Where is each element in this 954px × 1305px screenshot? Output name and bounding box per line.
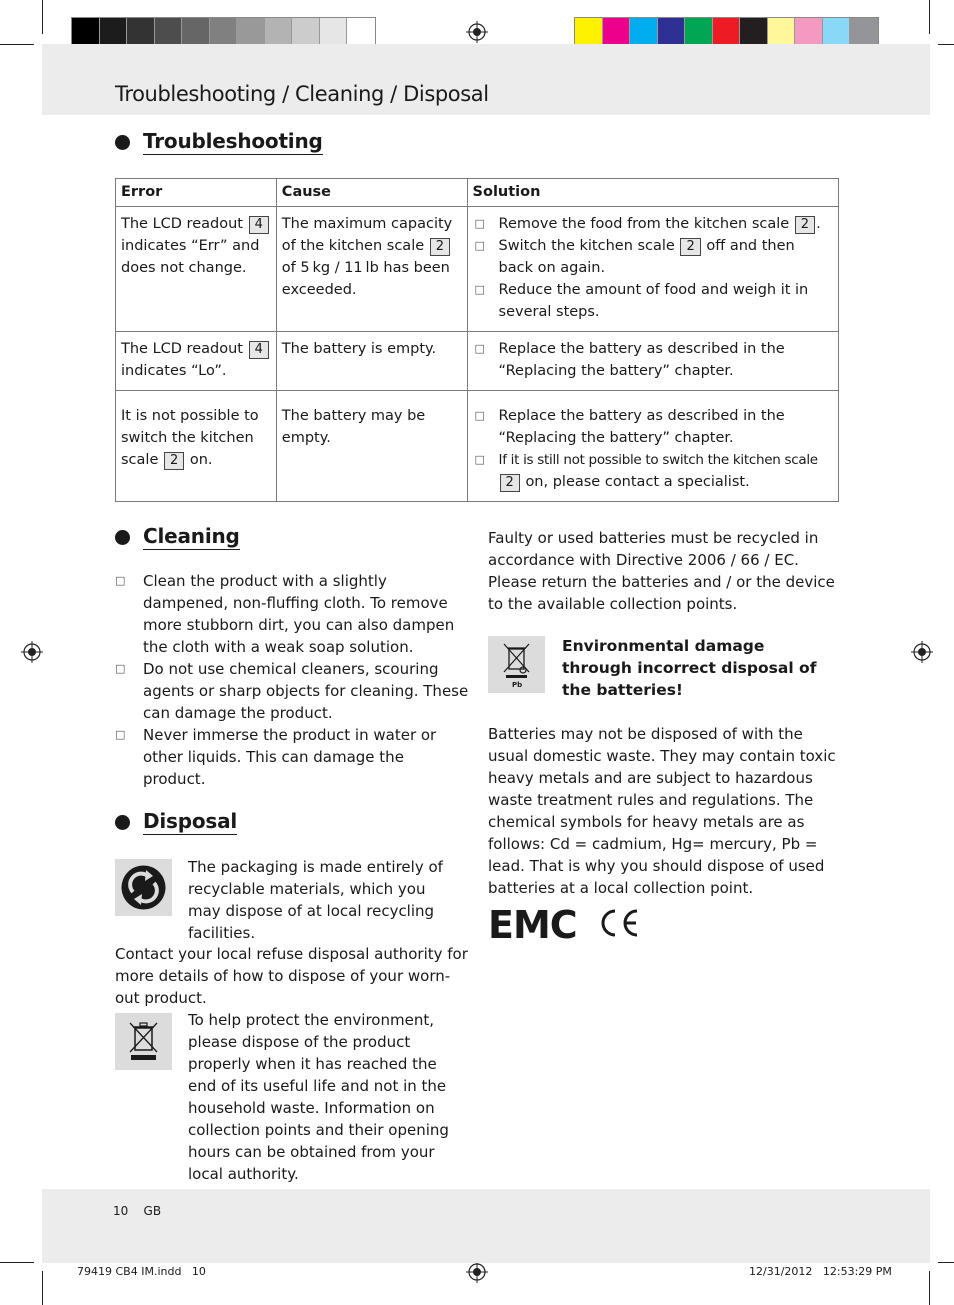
color-swatch	[182, 18, 210, 45]
color-swatch	[292, 18, 320, 45]
registration-mark-icon	[21, 641, 43, 663]
cleaning-heading	[115, 524, 240, 550]
solution-cell	[467, 207, 838, 332]
crop-mark	[42, 1271, 43, 1305]
error-text: indicates “Lo”.	[121, 363, 227, 379]
part-reference: 2	[680, 238, 700, 256]
troubleshooting-heading-text: Troubleshooting	[143, 129, 323, 153]
color-swatch	[713, 18, 741, 45]
battery-intro-text: Faulty or used batteries must be recycled in accordance with Directive 2006 / 66 / EC. Please return the batteries and / or the device to the available collection points.	[488, 529, 835, 613]
part-reference: 2	[164, 452, 184, 470]
column-header-error: Error	[116, 179, 277, 207]
crop-mark	[42, 0, 43, 34]
checkbox-bullet-icon: □	[115, 728, 126, 741]
checkbox-bullet-icon: □	[474, 217, 485, 230]
column-header-solution: Solution	[467, 179, 838, 207]
part-reference: 4	[249, 216, 269, 234]
solution-text: Replace the battery as described in the “Replacing the battery” chapter.	[498, 341, 785, 379]
solution-item	[473, 235, 833, 279]
crop-mark	[938, 1262, 954, 1263]
cause-cell: The battery is empty.	[276, 332, 467, 391]
color-swatch	[795, 18, 823, 45]
crossed-out-bin-icon	[115, 1013, 172, 1070]
error-text: It is not possible to switch the kitchen scale	[121, 408, 259, 468]
list-item-text: Clean the product with a slightly dampened, non-fluffing cloth. To remove more stubborn dirt, you can also dampen the cloth with a weak soap solution.	[143, 572, 455, 656]
list-item	[115, 658, 471, 724]
color-swatch	[100, 18, 128, 45]
emc-mark: EMC	[488, 903, 577, 947]
crop-mark	[0, 1262, 34, 1263]
list-item-text: Never immerse the product in water or other liquids. This can damage the product.	[143, 726, 437, 788]
cause-text: The maximum capacity of the kitchen scale	[281, 216, 453, 254]
cleaning-list	[115, 570, 471, 790]
error-cell	[116, 391, 277, 502]
pb-label: Pb	[512, 681, 523, 689]
solution-text: If it is still not possible to switch the kitchen scale	[498, 452, 818, 468]
color-swatch	[237, 18, 265, 45]
checkbox-bullet-icon: □	[115, 662, 126, 675]
solution-text: Reduce the amount of food and weigh it in several steps.	[498, 282, 809, 320]
table-row	[116, 332, 839, 391]
packaging-text: The packaging is made entirely of recyclable materials, which you may dispose of at local recycling facilities.	[188, 858, 443, 942]
error-cell	[116, 207, 277, 332]
solution-item	[473, 338, 833, 382]
color-swatch	[320, 18, 348, 45]
solution-cell	[467, 391, 838, 502]
color-swatch	[630, 18, 658, 45]
error-cell	[116, 332, 277, 391]
part-reference: 2	[430, 238, 450, 256]
page-title: Troubleshooting / Cleaning / Disposal	[115, 82, 489, 106]
bullet-dot-icon	[115, 135, 130, 150]
crop-mark	[0, 44, 34, 45]
checkbox-bullet-icon: □	[115, 574, 126, 587]
solution-text: on, please contact a specialist.	[525, 474, 750, 490]
error-text: The LCD readout	[121, 341, 243, 357]
part-reference: 2	[500, 474, 520, 492]
color-swatch	[658, 18, 686, 45]
registration-mark-icon	[466, 1261, 488, 1283]
table-header-row	[116, 179, 839, 207]
slug-filename: 79419 CB4 IM.indd 10	[77, 1265, 206, 1278]
solution-text: Switch the kitchen scale	[498, 238, 675, 254]
color-swatch	[740, 18, 768, 45]
checkbox-bullet-icon: □	[474, 453, 485, 466]
part-reference: 2	[795, 216, 815, 234]
page-number	[113, 1204, 161, 1218]
table-row	[116, 207, 839, 332]
weee-text: To help protect the environment, please dispose of the product properly when it has reached the end of its useful life and not in the household waste. Information on collection points and their opening hours can be obtained from your local authority.	[188, 1011, 449, 1183]
bullet-dot-icon	[115, 815, 130, 830]
gray-swatch-bar	[71, 17, 376, 46]
page-number-value: 10	[113, 1204, 129, 1218]
footer-band	[42, 1189, 930, 1263]
checkbox-bullet-icon: □	[474, 342, 485, 355]
troubleshooting-table	[115, 178, 839, 502]
solution-item	[473, 405, 833, 449]
part-reference: 4	[249, 341, 269, 359]
error-text: indicates “Err” and does not change.	[121, 238, 260, 276]
error-text: on.	[189, 452, 213, 468]
solution-item	[473, 449, 833, 493]
recycling-icon	[115, 859, 172, 916]
troubleshooting-heading	[115, 129, 323, 155]
registration-mark-icon	[466, 21, 488, 43]
color-swatch	[768, 18, 796, 45]
color-swatch	[603, 18, 631, 45]
column-header-cause: Cause	[276, 179, 467, 207]
list-item-text: Do not use chemical cleaners, scouring agents or sharp objects for cleaning. These can damage the product.	[143, 660, 469, 722]
crop-mark	[929, 1271, 930, 1305]
error-text: The LCD readout	[121, 216, 243, 232]
solution-item	[473, 279, 833, 323]
checkbox-bullet-icon: □	[474, 409, 485, 422]
solution-text: Replace the battery as described in the “Replacing the battery” chapter.	[498, 408, 785, 446]
registration-mark-icon	[911, 641, 933, 663]
solution-text: off and then back on again.	[498, 238, 795, 276]
color-swatch	[155, 18, 183, 45]
slug-timestamp: 12/31/2012 12:53:29 PM	[749, 1265, 892, 1278]
battery-bin-icon	[488, 636, 545, 693]
bullet-dot-icon	[115, 530, 130, 545]
solution-item	[473, 213, 833, 235]
color-swatch	[72, 18, 100, 45]
solution-cell	[467, 332, 838, 391]
cause-cell	[276, 207, 467, 332]
color-swatch	[575, 18, 603, 45]
contact-text: Contact your local refuse disposal authority for more details of how to dispose of your worn-out product.	[115, 945, 468, 1007]
checkbox-bullet-icon: □	[474, 239, 485, 252]
color-swatch	[823, 18, 851, 45]
cause-cell: The battery may be empty.	[276, 391, 467, 502]
cleaning-heading-text: Cleaning	[143, 524, 240, 548]
color-swatch-bar	[574, 17, 879, 46]
crop-mark	[938, 44, 954, 45]
cause-text: of 5 kg / 11 lb has been exceeded.	[281, 260, 450, 298]
solution-text: Remove the food from the kitchen scale	[498, 216, 790, 232]
color-swatch	[347, 18, 375, 45]
list-item	[115, 570, 471, 658]
color-swatch	[850, 18, 878, 45]
color-swatch	[685, 18, 713, 45]
table-row	[116, 391, 839, 502]
list-item	[115, 724, 471, 790]
crop-mark	[929, 0, 930, 34]
battery-warning-heading: Environmental damage through incorrect disposal of the batteries!	[562, 637, 817, 699]
color-swatch	[265, 18, 293, 45]
color-swatch	[127, 18, 155, 45]
battery-body-text: Batteries may not be disposed of with the usual domestic waste. They may contain toxic heavy metals and are subject to hazardous waste treatment rules and regulations. The chemical symbols for heavy metals are as follows: Cd = cadmium, Hg= mercury, Pb = lead. That is why you should dispose of used batteries at a local collection point.	[488, 725, 836, 897]
disposal-heading-text: Disposal	[143, 809, 238, 833]
solution-text: .	[816, 216, 821, 232]
language-code: GB	[143, 1204, 162, 1218]
checkbox-bullet-icon: □	[474, 283, 485, 296]
ce-mark-icon	[596, 906, 640, 940]
color-swatch	[210, 18, 238, 45]
disposal-heading	[115, 809, 237, 835]
